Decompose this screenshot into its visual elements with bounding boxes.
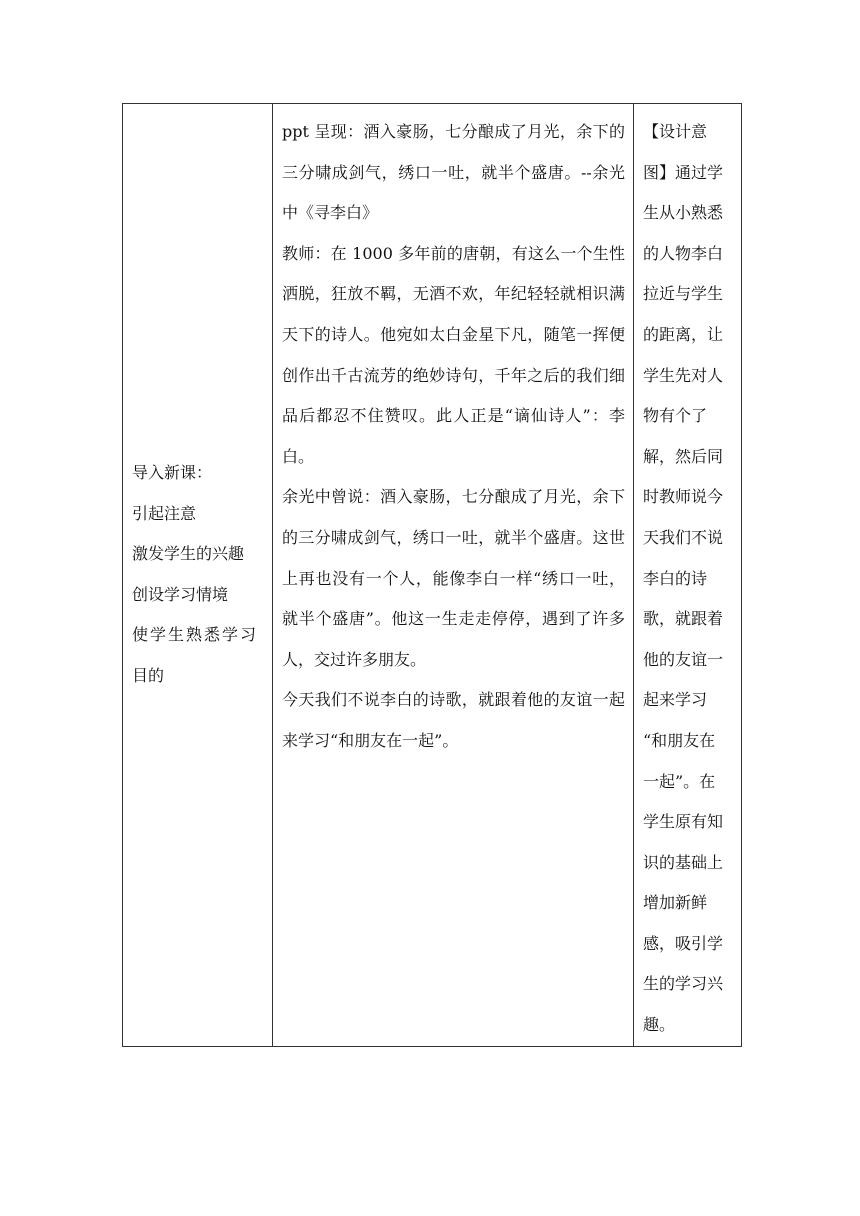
intent-line: 【设计意 [643, 122, 708, 141]
intent-line: 学生先对人 [643, 365, 724, 385]
intent-line: 歌，就跟着 [643, 609, 724, 629]
lesson-plan-table [122, 103, 742, 1047]
intent-line: 图】通过学 [643, 162, 724, 182]
stage-line: 引起注意 [132, 503, 197, 523]
intent-line: 物有个了 [643, 406, 708, 426]
content-paragraph: ppt 呈现：酒入豪肠，七分酿成了月光，余下的三分啸成剑气，绣口一吐，就半个盛唐。--余光中《寻李白》 [282, 122, 625, 223]
stage-cell [123, 104, 273, 1047]
design-intent-text [634, 104, 741, 1046]
intent-line: 天我们不说 [643, 527, 724, 547]
content-paragraph: 余光中曾说：酒入豪肠，七分酿成了月光，余下的三分啸成剑气，绣口一吐，就半个盛唐。这世上再也没有一个人，能像李白一样“绣口一吐，就半个盛唐”。他这一生走走停停，遇到了许多人，交过许多朋友。 [282, 487, 625, 669]
intent-line: 起来学习 [643, 690, 708, 710]
intent-line: 生从小熟悉 [643, 203, 724, 223]
intent-line: 的人物李白 [643, 243, 724, 263]
content-cell [273, 104, 634, 1047]
intent-line: 感，吸引学 [643, 933, 724, 953]
intent-line: 时教师说今 [643, 487, 724, 507]
stage-line: 导入新课： [132, 463, 213, 483]
intent-line: 学生原有知 [643, 812, 724, 832]
intent-line: 李白的诗 [643, 568, 708, 588]
intent-line: 的距离，让 [643, 324, 724, 344]
intent-line: “和朋友在 [643, 730, 716, 750]
stage-line: 激发学生的兴趣 [132, 544, 245, 564]
stage-line: 使学生熟悉学习 [132, 625, 259, 645]
content-text [273, 104, 633, 762]
content-paragraph: 教师：在 1000 多年前的唐朝，有这么一个生性洒脱，狂放不羁，无酒不欢，年纪轻轻就相识满天下的诗人。他宛如太白金星下凡，随笔一挥便创作出千古流芳的绝妙诗句，千年之后的我们细品后都忍不住赞叹。此人正是“谪仙诗人”：李白。 [282, 243, 625, 466]
intent-line: 一起”。在 [643, 771, 716, 791]
intent-line: 趣。 [643, 1015, 676, 1035]
intent-line: 他的友谊一 [643, 649, 724, 669]
intent-line: 增加新鲜 [643, 893, 708, 913]
stage-line: 创设学习情境 [132, 584, 229, 604]
table-row [123, 104, 742, 1047]
intent-line: 拉近与学生 [643, 284, 724, 304]
design-intent-cell [634, 104, 742, 1047]
stage-line: 目的 [132, 665, 165, 685]
intent-line: 识的基础上 [643, 852, 724, 872]
stage-text [123, 453, 272, 696]
intent-line: 生的学习兴 [643, 974, 724, 994]
content-paragraph: 今天我们不说李白的诗歌，就跟着他的友谊一起来学习“和朋友在一起”。 [282, 690, 625, 750]
intent-line: 解，然后同 [643, 446, 724, 466]
